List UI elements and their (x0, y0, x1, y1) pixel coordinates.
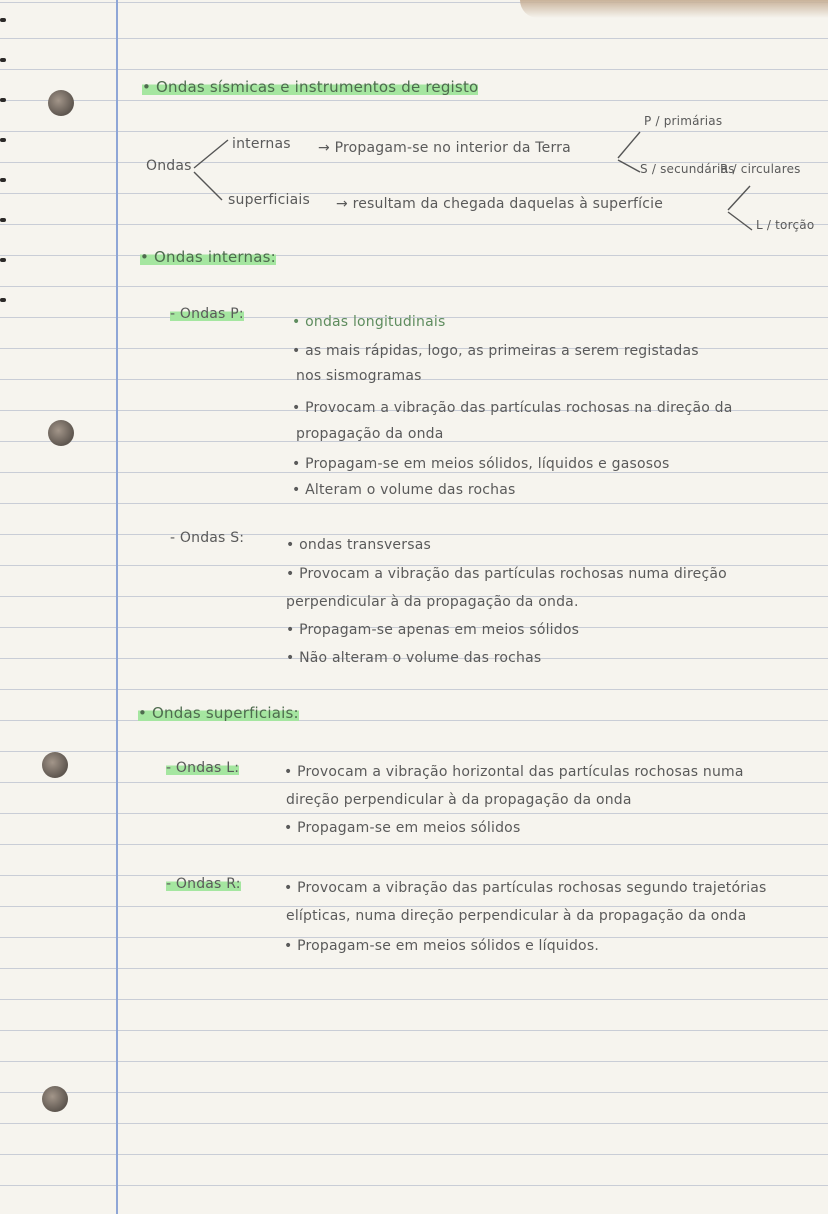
label-ondas-s: - Ondas S: (170, 530, 245, 546)
label-ondas-p (170, 306, 244, 322)
page-title-text: • Ondas sísmicas e instrumentos de registo (142, 78, 479, 96)
label-ondas-r-text: - Ondas R: (166, 876, 241, 892)
label-ondas-l (166, 760, 239, 776)
label-ondas-l-text: - Ondas L: (166, 760, 240, 776)
punch-hole (48, 420, 74, 446)
punch-hole (42, 752, 68, 778)
ondas-r-line: elípticas, numa direção perpendicular à da propagação da onda (286, 908, 747, 924)
ondas-p-line: nos sismogramas (296, 368, 422, 384)
diagram-branch-superficiais: superficiais (228, 192, 310, 208)
ondas-l-line: • Propagam-se em meios sólidos (284, 820, 521, 836)
label-ondas-r (166, 876, 241, 892)
ondas-s-line: • Não alteram o volume das rochas (286, 650, 542, 666)
diagram-root: Ondas (146, 158, 192, 174)
label-ondas-p-text: - Ondas P: (170, 306, 244, 322)
diagram-arrow-internas: → Propagam-se no interior da Terra (318, 140, 571, 156)
ondas-p-line: • Provocam a vibração das partículas rochosas na direção da (292, 400, 733, 416)
ondas-r-line: • Provocam a vibração das partículas rochosas segundo trajetórias (284, 880, 767, 896)
diagram-internas-s: S / secundárias (640, 162, 735, 176)
ondas-s-line: • Provocam a vibração das partículas rochosas numa direção (286, 566, 727, 582)
ondas-l-line: • Provocam a vibração horizontal das partículas rochosas numa (284, 764, 744, 780)
ondas-p-line: • Alteram o volume das rochas (292, 482, 516, 498)
diagram-branches (0, 0, 828, 260)
ondas-s-line: • ondas transversas (286, 537, 431, 553)
punch-hole (42, 1086, 68, 1112)
ondas-s-line: perpendicular à da propagação da onda. (286, 594, 579, 610)
ondas-p-line: • Propagam-se em meios sólidos, líquidos e gasosos (292, 456, 670, 472)
ondas-r-line: • Propagam-se em meios sólidos e líquidos. (284, 938, 599, 954)
spiral-mark (0, 298, 6, 302)
heading-ondas-superficiais (138, 704, 299, 722)
heading-ondas-internas-text: • Ondas internas: (140, 248, 276, 266)
diagram-sup-l: L / torção (756, 218, 815, 232)
heading-ondas-superficiais-text: • Ondas superficiais: (138, 704, 299, 722)
ondas-p-line: • ondas longitudinais (292, 314, 446, 330)
heading-ondas-internas (140, 248, 276, 266)
ondas-l-line: direção perpendicular à da propagação da onda (286, 792, 632, 808)
diagram-internas-p: P / primárias (644, 114, 723, 128)
diagram-sup-r: R / circulares (720, 162, 801, 176)
diagram-arrow-superficiais: → resultam da chegada daquelas à superfície (336, 196, 664, 212)
ondas-s-line: • Propagam-se apenas em meios sólidos (286, 622, 580, 638)
diagram-branch-internas: internas (232, 136, 291, 152)
ondas-p-line: propagação da onda (296, 426, 444, 442)
ondas-p-line: • as mais rápidas, logo, as primeiras a serem registadas (292, 343, 699, 359)
